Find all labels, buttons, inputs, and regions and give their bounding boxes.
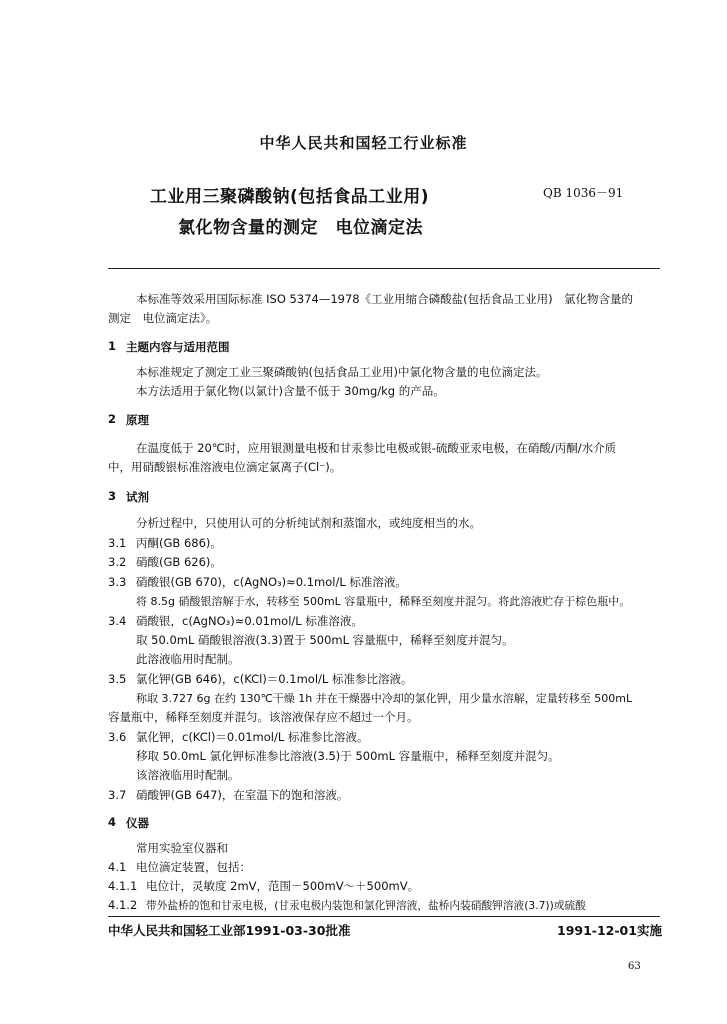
item-3-6-number: 3.6 [108, 730, 127, 744]
section-4-line-1: 常用实验室仪器和 [136, 841, 228, 855]
item-3-5-detail-1: 称取 3.727 6g 在约 130℃干燥 1h 并在干燥器中冷却的氯化钾，用少量水溶解，定量转移至 500mL [136, 692, 633, 705]
section-1-line-2: 本方法适用于氯化物(以氯计)含量不低于 30mg/kg 的产品。 [136, 384, 445, 398]
section-4-title: 仪器 [126, 816, 149, 830]
footer-divider [108, 916, 660, 917]
section-2-line-1: 在温度低于 20℃时，应用银测量电极和甘汞参比电极或银-硫酸亚汞电极，在硝酸/丙酮/水介质 [136, 441, 617, 455]
item-3-3-number: 3.3 [108, 575, 127, 589]
item-3-1-number: 3.1 [108, 536, 127, 550]
item-3-6-detail-1: 移取 50.0mL 氯化钾标准参比溶液(3.5)于 500mL 容量瓶中，稀释至刻度并混匀。 [136, 749, 560, 763]
section-2-line-2: 中，用硝酸银标准溶液电位滴定氯离子(Cl⁻)。 [108, 460, 342, 474]
item-3-2-text: 硝酸(GB 626)。 [136, 555, 222, 569]
intro-line-2: 测定 电位滴定法》。 [108, 311, 218, 325]
section-2-title: 原理 [126, 413, 149, 427]
page-number: 63 [628, 961, 641, 972]
effective-date-line: 1991-12-01实施 [557, 923, 662, 938]
section-1-title: 主题内容与适用范围 [126, 340, 230, 354]
standard-code: QB 1036－91 [543, 186, 624, 200]
item-3-4-text: 硝酸银，c(AgNO₃)≈0.01mol/L 标准溶液。 [136, 614, 363, 628]
section-3-title: 试剂 [126, 490, 149, 504]
section-3-line-1: 分析过程中，只使用认可的分析纯试剂和蒸馏水，或纯度相当的水。 [136, 516, 481, 530]
section-2-number: 2 [108, 412, 117, 426]
item-3-5-detail-2: 容量瓶中，稀释至刻度并混匀。该溶液保存应不超过一个月。 [108, 710, 419, 724]
title-divider [108, 268, 660, 269]
title-line-1: 工业用三聚磷酸钠(包括食品工业用) [150, 187, 430, 207]
item-3-2-number: 3.2 [108, 555, 127, 569]
intro-line-1: 本标准等效采用国际标准 ISO 5374—1978《工业用缩合磷酸盐(包括食品工业用) 氯化物含量的 [136, 292, 634, 306]
item-4-1-2-number: 4.1.2 [108, 898, 138, 912]
item-4-1-text: 电位滴定装置，包括： [136, 860, 251, 874]
section-4-number: 4 [108, 815, 117, 829]
item-3-4-detail-2: 此溶液临用时配制。 [136, 652, 240, 666]
item-3-7-text: 硝酸钾(GB 647)，在室温下的饱和溶液。 [136, 788, 349, 802]
section-3-number: 3 [108, 489, 117, 503]
item-3-7-number: 3.7 [108, 788, 127, 802]
issuing-org-header: 中华人民共和国轻工行业标准 [259, 134, 468, 152]
item-3-6-detail-2: 该溶液临用时配制。 [136, 768, 240, 782]
item-3-4-number: 3.4 [108, 614, 127, 628]
item-4-1-2-text: 带外盐桥的饱和甘汞电极，(甘汞电极内装饱和氯化钾溶液，盐桥内装硝酸钾溶液(3.7))或硫酸 [146, 899, 586, 912]
item-3-1-text: 丙酮(GB 686)。 [136, 536, 222, 550]
title-line-2: 氯化物含量的测定 电位滴定法 [178, 218, 423, 238]
item-3-5-number: 3.5 [108, 672, 127, 686]
item-3-4-detail-1: 取 50.0mL 硝酸银溶液(3.3)置于 500mL 容量瓶中，稀释至刻度并混匀。 [136, 633, 514, 647]
item-4-1-1-number: 4.1.1 [108, 879, 138, 893]
section-1-line-1: 本标准规定了测定工业三聚磷酸钠(包括食品工业用)中氯化物含量的电位滴定法。 [136, 365, 548, 379]
item-4-1-1-text: 电位计，灵敏度 2mV，范围－500mV～＋500mV。 [146, 879, 420, 893]
item-3-3-text: 硝酸银(GB 670)，c(AgNO₃)≈0.1mol/L 标准溶液。 [136, 575, 407, 589]
item-3-6-text: 氯化钾，c(KCl)＝0.01mol/L 标准参比溶液。 [136, 730, 369, 744]
item-4-1-number: 4.1 [108, 860, 127, 874]
item-3-5-text: 氯化钾(GB 646)，c(KCl)＝0.1mol/L 标准参比溶液。 [136, 672, 413, 686]
section-1-number: 1 [108, 339, 117, 353]
approval-line: 中华人民共和国轻工业部1991-03-30批准 [108, 923, 351, 938]
item-3-3-detail: 将 8.5g 硝酸银溶解于水，转移至 500mL 容量瓶中，稀释至刻度并混匀。将此溶液贮存于棕色瓶中。 [136, 595, 631, 608]
